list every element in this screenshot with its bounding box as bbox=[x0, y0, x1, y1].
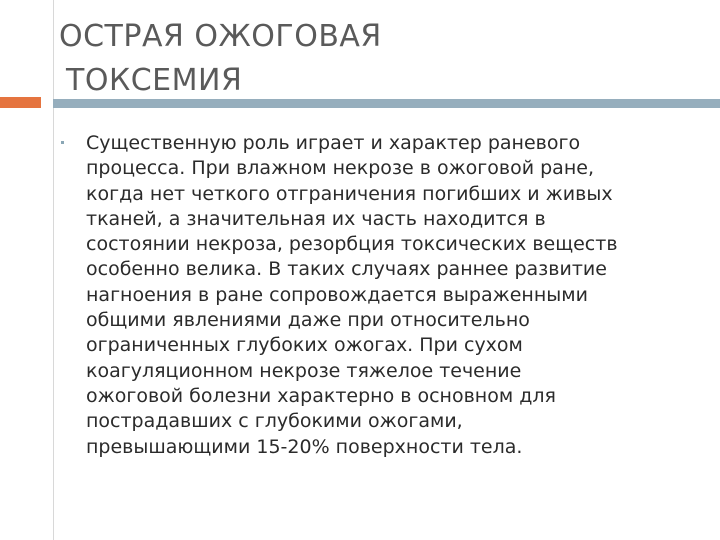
bullet-list bbox=[61, 131, 681, 460]
slide-title-line2: ТОКСЕМИЯ bbox=[66, 63, 243, 98]
bullet-item bbox=[61, 131, 681, 460]
bullet-text: Существенную роль играет и характер раневого процесса. При влажном некрозе в ожоговой ране, когда нет четкого отграничения погибших и живых тканей, а значительная их часть находится в состоянии некроза, резорбция токсических веществ особенно велика. В таких случаях раннее развитие нагноения в ране сопровождается выраженными общими явлениями даже при относительно ограниченных глубоких ожогах. При сухом коагуляционном некрозе тяжелое течение ожоговой болезни характерно в основном для пострадавших с глубокими ожогами, превышающими 15-20% поверхности тела. bbox=[86, 132, 618, 458]
slide-title bbox=[59, 15, 699, 103]
left-vertical-rule bbox=[53, 0, 54, 540]
accent-square bbox=[0, 97, 41, 108]
slide-title-line1: ОСТРАЯ ОЖОГОВАЯ bbox=[59, 19, 382, 54]
bullet-marker-icon bbox=[61, 141, 64, 144]
